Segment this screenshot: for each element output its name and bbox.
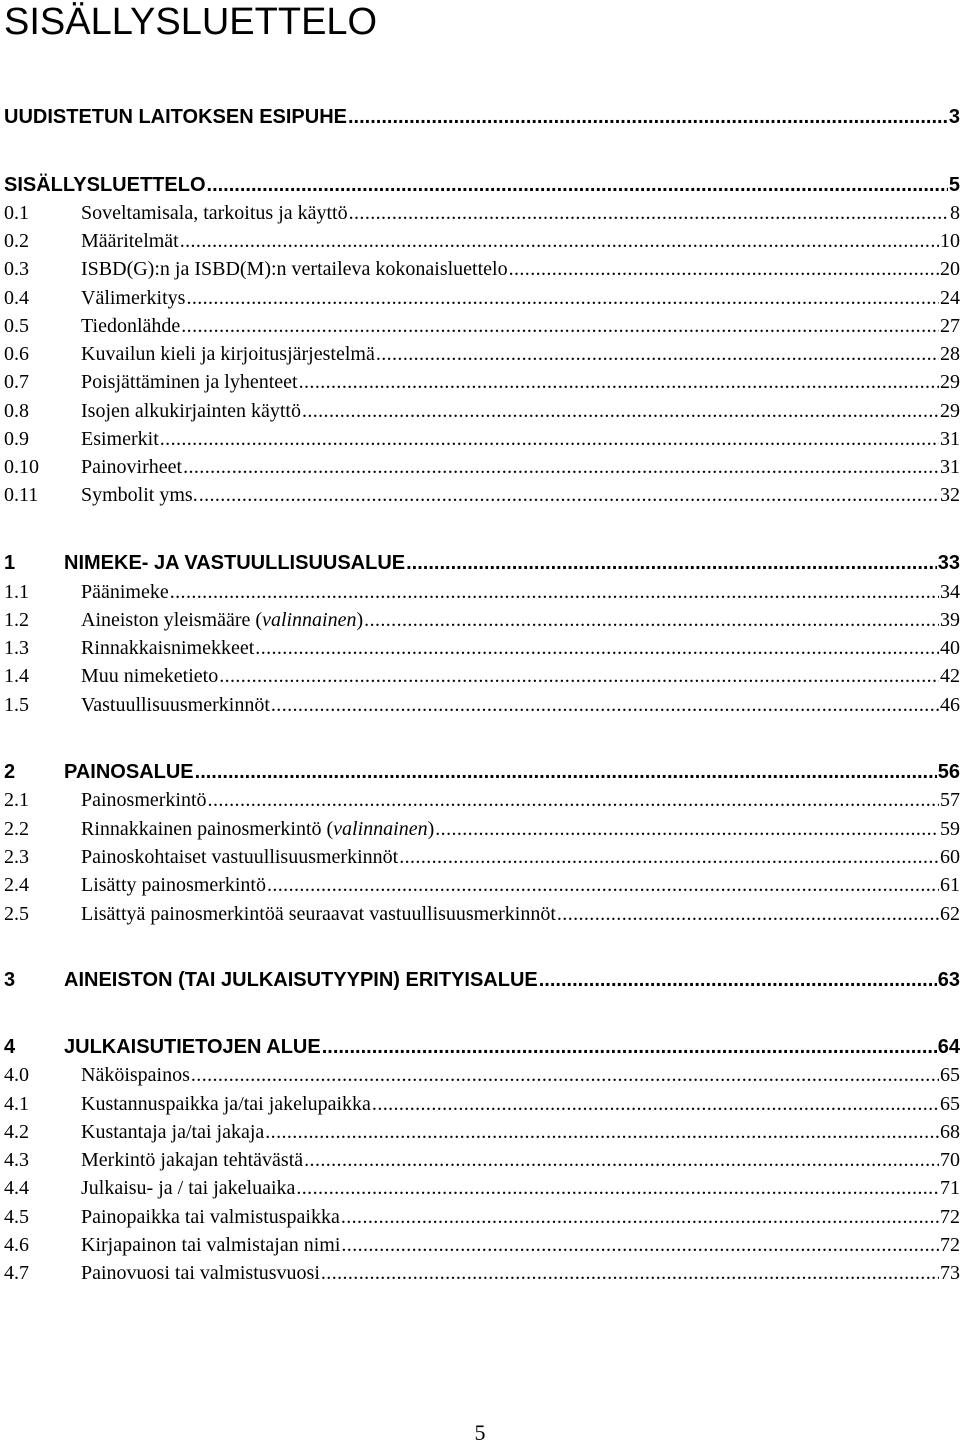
toc-dot-leader: [557, 901, 939, 927]
toc-dot-leader: [341, 1204, 939, 1230]
toc-entry-page: 27: [940, 315, 960, 337]
toc-dot-leader: [349, 200, 949, 226]
toc-entry[interactable]: [4, 285, 960, 311]
toc-dot-leader: [271, 692, 939, 718]
toc-dot-leader: [195, 759, 937, 785]
toc-entry-page: 68: [940, 1121, 960, 1143]
toc-entry-page: 39: [940, 609, 960, 631]
toc-entry-page: 8: [950, 202, 960, 224]
toc-entry-title: Isojen alkukirjainten käyttö: [81, 400, 301, 422]
toc-entry-number: 4.0: [4, 1064, 29, 1086]
toc-entry-title: JULKAISUTIETOJEN ALUE: [64, 1036, 321, 1058]
toc-entry-page: 59: [940, 818, 960, 840]
toc-entry-page: 72: [940, 1206, 960, 1228]
toc-entry[interactable]: [4, 228, 960, 254]
toc-dot-leader: [255, 635, 939, 661]
toc-entry-number: 1.1: [4, 581, 29, 603]
toc-entry-title: Soveltamisala, tarkoitus ja käyttö: [81, 202, 348, 224]
toc-entry-page: 62: [940, 903, 960, 925]
toc-entry-page: 33: [937, 552, 960, 574]
toc-entry-page: 65: [940, 1064, 960, 1086]
toc-entry-title: Painoskohtaiset vastuullisuusmerkinnöt: [81, 846, 399, 868]
toc-entry[interactable]: [4, 1091, 960, 1117]
toc-entry-number: 4.6: [4, 1234, 29, 1256]
toc-dot-leader: [376, 341, 939, 367]
toc-entry-number: 0.1: [4, 202, 29, 224]
toc-dot-leader: [509, 256, 939, 282]
toc-entry-page: 10: [940, 230, 960, 252]
toc-entry-title: NIMEKE- JA VASTUULLISUUSALUE: [64, 552, 406, 574]
toc-entry-title: Kuvailun kieli ja kirjoitusjärjestelmä: [81, 343, 375, 365]
toc-entry-title: Vastuullisuusmerkinnöt: [81, 694, 270, 716]
toc-entry-page: 60: [940, 846, 960, 868]
toc-entry[interactable]: [4, 104, 960, 130]
toc-dot-leader: [364, 607, 939, 633]
toc-entry[interactable]: [4, 454, 960, 480]
toc-entry[interactable]: [4, 313, 960, 339]
toc-entry-title: Välimerkitys: [81, 287, 186, 309]
toc-entry-number: 2: [4, 761, 16, 783]
toc-entry-page: 70: [940, 1149, 960, 1171]
toc-entry[interactable]: [4, 256, 960, 282]
toc-entry-title: PAINOSALUE: [64, 761, 194, 783]
toc-entry-page: 32: [940, 484, 960, 506]
toc-entry-number: 4.4: [4, 1177, 29, 1199]
toc-entry-number: 2.1: [4, 789, 29, 811]
toc-entry[interactable]: [4, 1034, 960, 1060]
toc-entry-page: 34: [940, 581, 960, 603]
toc-dot-leader: [304, 1147, 939, 1173]
page-title: SISÄLLYSLUETTELO: [4, 1, 378, 43]
toc-entry-number: 2.3: [4, 846, 29, 868]
toc-entry[interactable]: [4, 426, 960, 452]
toc-entry-number: 0.3: [4, 258, 29, 280]
toc-entry-title-italic: valinnainen: [262, 609, 357, 631]
toc-entry[interactable]: [4, 369, 960, 395]
toc-dot-leader: [302, 398, 939, 424]
toc-entry[interactable]: [4, 1260, 960, 1286]
toc-entry-title: Muu nimeketieto: [81, 665, 219, 687]
toc-dot-leader: [265, 1119, 939, 1145]
toc-entry-number: 2.5: [4, 903, 29, 925]
toc-dot-leader: [372, 1091, 939, 1117]
toc-entry[interactable]: [4, 172, 960, 198]
toc-entry-title: Näköispainos: [81, 1064, 190, 1086]
toc-entry-number: 4.5: [4, 1206, 29, 1228]
toc-dot-leader: [181, 313, 939, 339]
toc-entry-page: 56: [937, 761, 960, 783]
toc-dot-leader: [348, 104, 948, 130]
toc-entry-title: Kirjapainon tai valmistajan nimi: [81, 1234, 341, 1256]
toc-entry-title: Lisättyä painosmerkintöä seuraavat vastuullisuusmerkinnöt: [81, 903, 556, 925]
toc-entry-page: 72: [940, 1234, 960, 1256]
toc-entry-number: 0.4: [4, 287, 29, 309]
toc-entry-number: 0.10: [4, 456, 39, 478]
toc-dot-leader: [180, 228, 939, 254]
toc-entry-number: 1.3: [4, 637, 29, 659]
toc-entry[interactable]: [4, 663, 960, 689]
toc-entry[interactable]: [4, 579, 960, 605]
toc-entry-page: 46: [940, 694, 960, 716]
toc-entry-number: 2.2: [4, 818, 29, 840]
toc-entry-number: 1.5: [4, 694, 29, 716]
toc-entry-title: Kustannuspaikka ja/tai jakelupaikka: [81, 1093, 371, 1115]
toc-entry-title: Painovuosi tai valmistusvuosi: [81, 1262, 320, 1284]
toc-dot-leader: [191, 1062, 939, 1088]
toc-entry-page: 5: [948, 174, 960, 196]
toc-entry-number: 1.2: [4, 609, 29, 631]
toc-entry[interactable]: [4, 692, 960, 718]
toc-entry-page: 61: [940, 874, 960, 896]
toc-entry-title: Poisjättäminen ja lyhenteet: [81, 371, 298, 393]
toc-entry[interactable]: [4, 787, 960, 813]
toc-entry-page: 64: [937, 1036, 960, 1058]
toc-entry-number: 3: [4, 969, 16, 991]
toc-entry-number: 0.2: [4, 230, 29, 252]
toc-dot-leader: [406, 550, 937, 576]
toc-entry[interactable]: [4, 844, 960, 870]
toc-entry-title: Rinnakkainen painosmerkintö (valinnainen): [81, 818, 435, 840]
toc-entry-title: Päänimeke: [81, 581, 169, 603]
toc-entry[interactable]: [4, 398, 960, 424]
toc-dot-leader: [399, 844, 939, 870]
page-number: 5: [474, 1420, 486, 1445]
toc-entry[interactable]: [4, 1147, 960, 1173]
toc-entry-title: ISBD(G):n ja ISBD(M):n vertaileva kokonaisluettelo: [81, 258, 508, 280]
toc-dot-leader: [321, 1260, 939, 1286]
toc-entry[interactable]: [4, 607, 960, 633]
toc-entry-title: UUDISTETUN LAITOKSEN ESIPUHE: [4, 106, 347, 128]
toc-dot-leader: [267, 872, 939, 898]
toc-entry-page: 63: [937, 969, 960, 991]
toc-dot-leader: [341, 1232, 939, 1258]
toc-entry-title: Esimerkit: [81, 428, 159, 450]
toc-entry-title: SISÄLLYSLUETTELO: [4, 174, 206, 196]
toc-entry[interactable]: [4, 1062, 960, 1088]
toc-entry-number: 0.8: [4, 400, 29, 422]
toc-entry-page: 73: [940, 1262, 960, 1284]
toc-dot-leader: [160, 426, 939, 452]
toc-entry-number: 0.7: [4, 371, 29, 393]
toc-entry-page: 3: [948, 106, 960, 128]
toc-entry-page: 29: [940, 400, 960, 422]
toc-entry[interactable]: [4, 816, 960, 842]
toc-entry-number: 0.6: [4, 343, 29, 365]
toc-entry-number: 4.2: [4, 1121, 29, 1143]
toc-entry-title: Painovirheet: [81, 456, 183, 478]
toc-entry[interactable]: [4, 1119, 960, 1145]
toc-entry-page: 20: [940, 258, 960, 280]
toc-entry[interactable]: [4, 200, 960, 226]
toc-entry-title: Kustantaja ja/tai jakaja: [81, 1121, 265, 1143]
toc-entry[interactable]: [4, 1232, 960, 1258]
toc-entry-number: 4.1: [4, 1093, 29, 1115]
toc-entry-number: 0.5: [4, 315, 29, 337]
toc-dot-leader: [539, 967, 937, 993]
toc-entry-page: 65: [940, 1093, 960, 1115]
toc-entry-title: Lisätty painosmerkintö: [81, 874, 266, 896]
toc-entry-title: Julkaisu- ja / tai jakeluaika: [81, 1177, 296, 1199]
toc-entry-title: Merkintö jakajan tehtävästä: [81, 1149, 304, 1171]
toc-entry[interactable]: [4, 1204, 960, 1230]
toc-entry[interactable]: [4, 872, 960, 898]
toc-entry-number: 4: [4, 1036, 16, 1058]
toc-entry[interactable]: [4, 967, 960, 993]
toc-entry-page: 40: [940, 637, 960, 659]
toc-entry-page: 31: [940, 428, 960, 450]
toc-entry[interactable]: [4, 482, 960, 508]
toc-entry-page: 42: [940, 665, 960, 687]
toc-dot-leader: [299, 369, 939, 395]
toc-entry-title: Aineiston yleismääre (valinnainen): [81, 609, 364, 631]
toc-entry-title-italic: valinnainen: [333, 818, 428, 840]
toc-dot-leader: [170, 579, 939, 605]
toc-dot-leader: [207, 172, 948, 198]
toc-entry-title: AINEISTON (TAI JULKAISUTYYPIN) ERITYISALUE: [64, 969, 538, 991]
toc-entry[interactable]: [4, 901, 960, 927]
toc-entry-title: Tiedonlähde: [81, 315, 181, 337]
toc-dot-leader: [199, 482, 939, 508]
toc-entry-title: Rinnakkaisnimekkeet: [81, 637, 255, 659]
toc-entry-number: 2.4: [4, 874, 29, 896]
toc-entry-page: 29: [940, 371, 960, 393]
toc-entry-page: 71: [940, 1177, 960, 1199]
toc-entry-number: 1.4: [4, 665, 29, 687]
toc-dot-leader: [219, 663, 939, 689]
toc-entry-page: 57: [940, 789, 960, 811]
toc-entry-number: 4.3: [4, 1149, 29, 1171]
toc-entry-title: Symbolit yms.: [81, 484, 198, 506]
toc-entry-title: Painopaikka tai valmistuspaikka: [81, 1206, 340, 1228]
toc-entry[interactable]: [4, 1175, 960, 1201]
toc-entry-page: 24: [940, 287, 960, 309]
toc-dot-leader: [435, 816, 939, 842]
toc-dot-leader: [322, 1034, 937, 1060]
toc-entry-title: Määritelmät: [81, 230, 179, 252]
toc-entry-number: 0.11: [4, 484, 39, 506]
toc-dot-leader: [186, 285, 939, 311]
toc-entry-number: 1: [4, 552, 16, 574]
toc-entry-number: 4.7: [4, 1262, 29, 1284]
toc-entry-page: 28: [940, 343, 960, 365]
toc-entry-page: 31: [940, 456, 960, 478]
toc-entry[interactable]: [4, 635, 960, 661]
toc-entry[interactable]: [4, 759, 960, 785]
toc-entry-title: Painosmerkintö: [81, 789, 207, 811]
toc-dot-leader: [183, 454, 939, 480]
toc-entry-number: 0.9: [4, 428, 29, 450]
toc-entry[interactable]: [4, 550, 960, 576]
toc-entry[interactable]: [4, 341, 960, 367]
toc-dot-leader: [208, 787, 939, 813]
toc-dot-leader: [296, 1175, 939, 1201]
